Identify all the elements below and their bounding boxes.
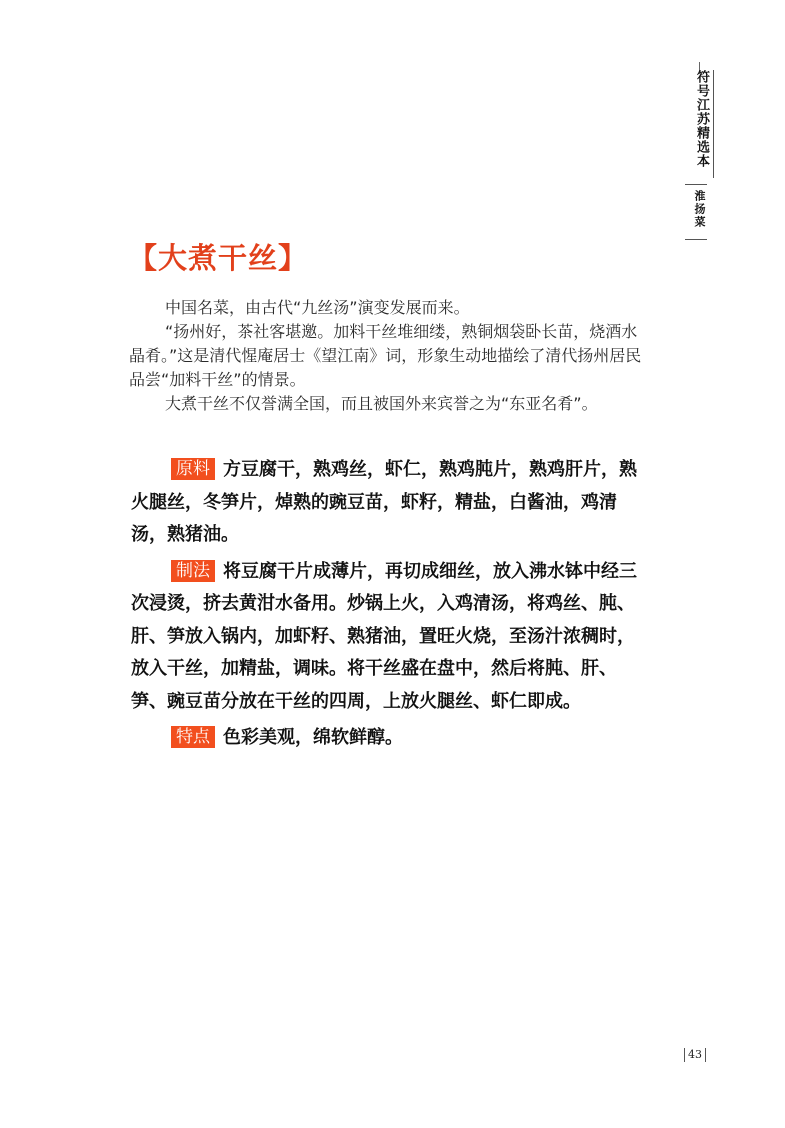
section-title: 淮扬菜	[693, 190, 706, 229]
feature-paragraph	[131, 722, 643, 755]
header-divider	[685, 239, 707, 240]
header-divider	[685, 184, 707, 185]
intro-text	[129, 296, 643, 416]
intro-paragraph: 中国名菜，由古代“九丝汤”演变发展而来。	[165, 298, 470, 317]
page-number: 43	[684, 1048, 706, 1062]
intro-paragraph: “扬州好，茶社客堪邀。加料干丝堆细缕，熟铜烟袋卧长苗，烧酒水晶肴。”这是清代惺庵居士《望江南》词，形象生动地描绘了清代扬州居民品尝“加料干丝”的情景。	[129, 322, 642, 389]
method-tag: 制法	[171, 560, 215, 582]
feature-tag: 特点	[171, 726, 215, 748]
method-paragraph	[131, 556, 643, 719]
page-title: 【大煮干丝】	[128, 241, 309, 275]
ingredients-text: 方豆腐干，熟鸡丝，虾仁，熟鸡肫片，熟鸡肝片，熟火腿丝，冬笋片，焯熟的豌豆苗，虾籽，精盐，白酱油，鸡清汤，熟猪油。	[131, 459, 637, 545]
ingredients-paragraph	[131, 454, 643, 552]
ingredients-tag: 原料	[171, 458, 215, 480]
recipe-section	[131, 454, 643, 755]
book-title: 符号江苏精选本	[683, 70, 714, 178]
intro-paragraph: 大煮干丝不仅誉满全国，而且被国外来宾誉之为“东亚名肴”。	[165, 394, 598, 413]
method-text: 将豆腐干片成薄片，再切成细丝，放入沸水钵中经三次浸烫，挤去黄泔水备用。炒锅上火，入鸡清汤，将鸡丝、肫、肝、笋放入锅内，加虾籽、熟猪油，置旺火烧，至汤汁浓稠时，放入干丝，加精盐，调味。将干丝盛在盘中，然后将肫、肝、笋、豌豆苗分放在干丝的四周，上放火腿丝、虾仁即成。	[131, 560, 637, 712]
feature-text: 色彩美观，绵软鲜醇。	[223, 727, 403, 748]
